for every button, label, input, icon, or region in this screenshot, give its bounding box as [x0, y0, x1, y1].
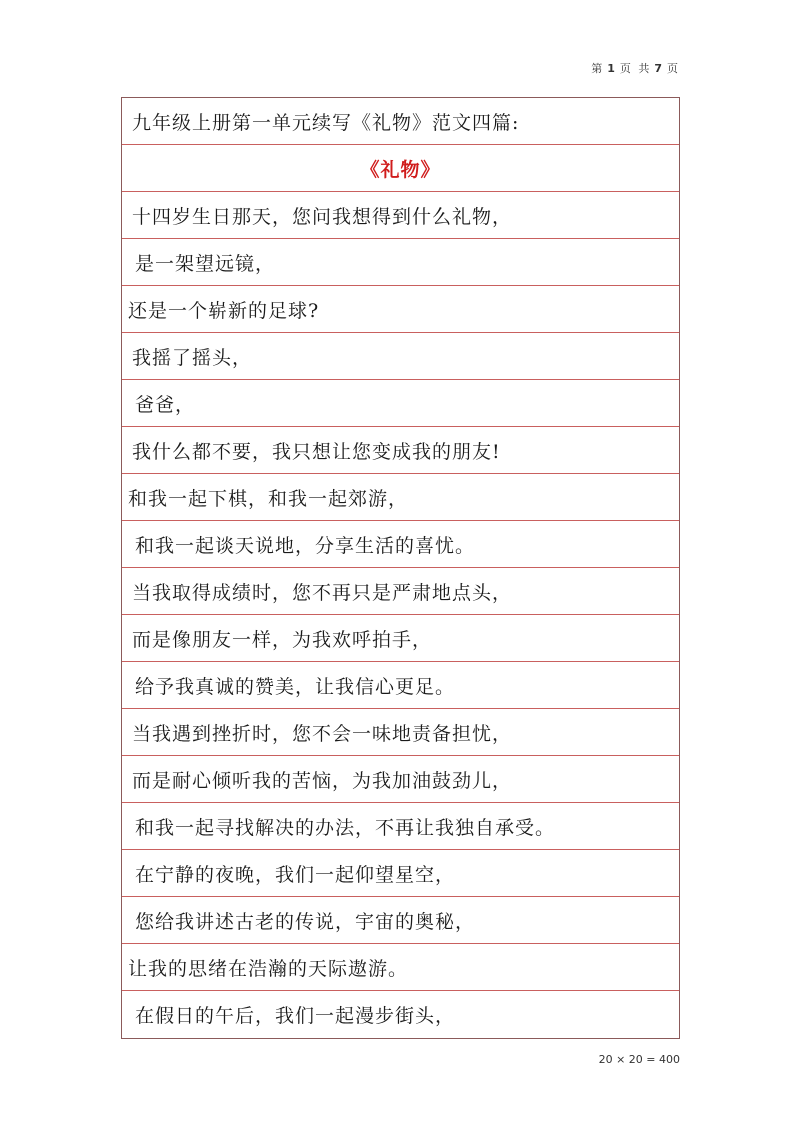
page-middle: 页 共: [619, 62, 652, 75]
essay-line: 和我一起谈天说地，分享生活的喜忧。: [122, 521, 679, 568]
essay-line: 而是像朋友一样，为我欢呼拍手，: [122, 615, 679, 662]
composition-grid: [121, 97, 680, 1039]
essay-line: 我什么都不要，我只想让您变成我的朋友!: [122, 427, 679, 474]
essay-line: 让我的思绪在浩瀚的天际遨游。: [122, 944, 679, 991]
total-pages-number: 7: [654, 62, 664, 75]
essay-line: 爸爸，: [122, 380, 679, 427]
current-page-number: 1: [607, 62, 617, 75]
page-number-header: [591, 60, 680, 76]
grid-size-footer: 20 × 20 = 400: [598, 1053, 680, 1066]
essay-line: 给予我真诚的赞美，让我信心更足。: [122, 662, 679, 709]
essay-line: 在假日的午后，我们一起漫步街头，: [135, 1005, 456, 1027]
page-prefix: 第: [591, 62, 605, 75]
essay-title: 《礼物》: [122, 145, 679, 192]
document-heading: 九年级上册第一单元续写《礼物》范文四篇:: [122, 98, 679, 145]
essay-line: 在宁静的夜晚，我们一起仰望星空，: [122, 850, 679, 897]
essay-line: 当我遇到挫折时，您不会一味地责备担忧，: [122, 709, 679, 756]
essay-line: 和我一起寻找解决的办法，不再让我独自承受。: [122, 803, 679, 850]
essay-line: 和我一起下棋，和我一起郊游，: [122, 474, 679, 521]
essay-line: 当我取得成绩时，您不再只是严肃地点头，: [122, 568, 679, 615]
essay-line: 十四岁生日那天，您问我想得到什么礼物，: [122, 192, 679, 239]
essay-line: 还是一个崭新的足球?: [122, 286, 679, 333]
essay-line: 是一架望远镜，: [122, 239, 679, 286]
page-suffix: 页: [667, 62, 680, 75]
essay-line: 而是耐心倾听我的苦恼，为我加油鼓劲儿，: [122, 756, 679, 803]
essay-line: 我摇了摇头，: [122, 333, 679, 380]
essay-line: 您给我讲述古老的传说，宇宙的奥秘，: [122, 897, 679, 944]
